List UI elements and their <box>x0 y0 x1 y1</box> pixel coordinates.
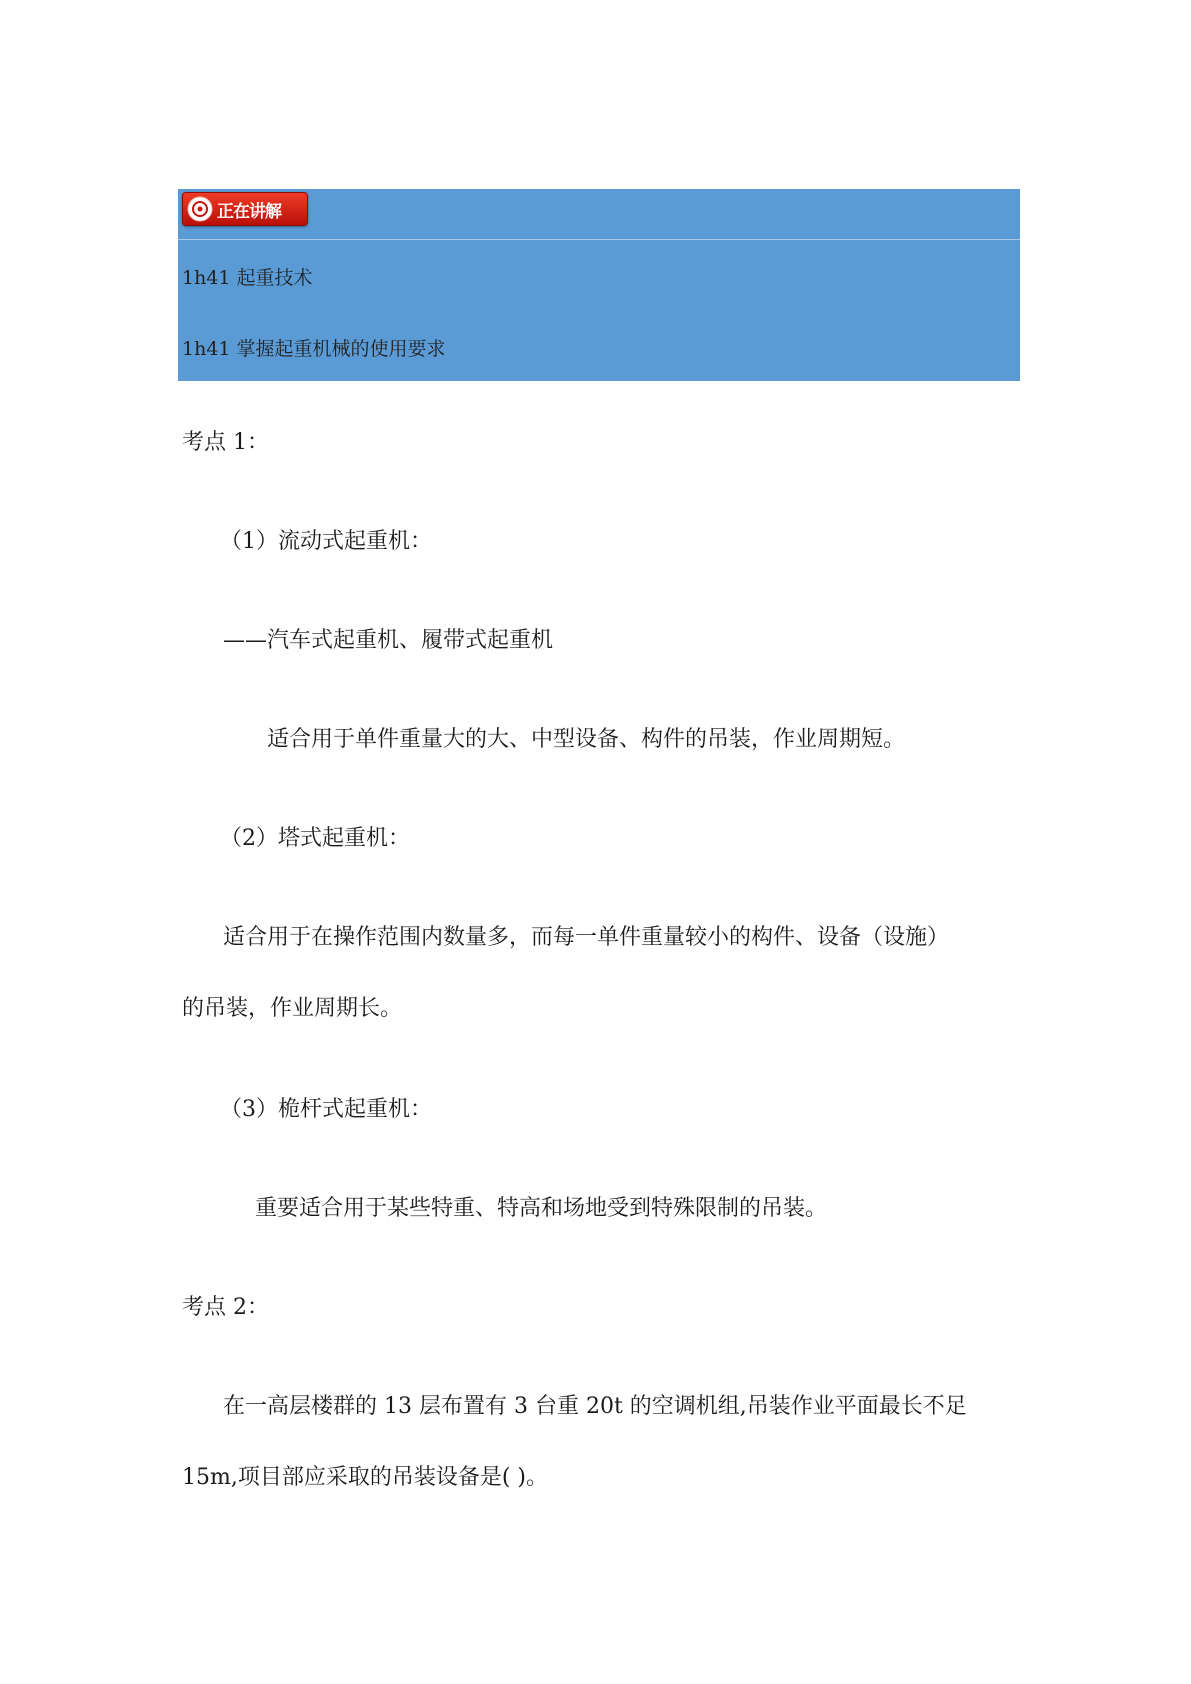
subsection-title: 1h41 掌握起重机械的使用要求 <box>182 338 446 360</box>
item1-description: 适合用于单件重量大的大、中型设备、构件的吊装，作业周期短。 <box>267 727 906 752</box>
question-line2: 15m,项目部应采取的吊装设备是( )。 <box>182 1465 549 1490</box>
section-title: 1h41 起重技术 <box>182 267 313 289</box>
now-lecturing-badge[interactable] <box>182 192 308 226</box>
disc-icon <box>187 196 213 222</box>
item2-description-line1: 适合用于在操作范围内数量多，而每一单件重量较小的构件、设备（设施） <box>223 925 950 950</box>
item2-heading: （2）塔式起重机： <box>220 826 410 851</box>
header-divider <box>178 239 1020 240</box>
item1-subtitle: ——汽车式起重机、履带式起重机 <box>223 628 554 653</box>
badge-label: 正在讲解 <box>217 201 281 222</box>
item3-heading: （3）桅杆式起重机： <box>220 1097 432 1122</box>
item3-description: 重要适合用于某些特重、特高和场地受到特殊限制的吊装。 <box>255 1196 828 1221</box>
question-line1: 在一高层楼群的 13 层布置有 3 台重 20t 的空调机组,吊装作业平面最长不足 <box>223 1394 967 1419</box>
point1-heading: 考点 1： <box>182 430 269 455</box>
lecture-header <box>178 189 1020 381</box>
item2-description-line2: 的吊装，作业周期长。 <box>182 996 403 1021</box>
item1-heading: （1）流动式起重机： <box>220 529 432 554</box>
point2-heading: 考点 2： <box>182 1295 269 1320</box>
